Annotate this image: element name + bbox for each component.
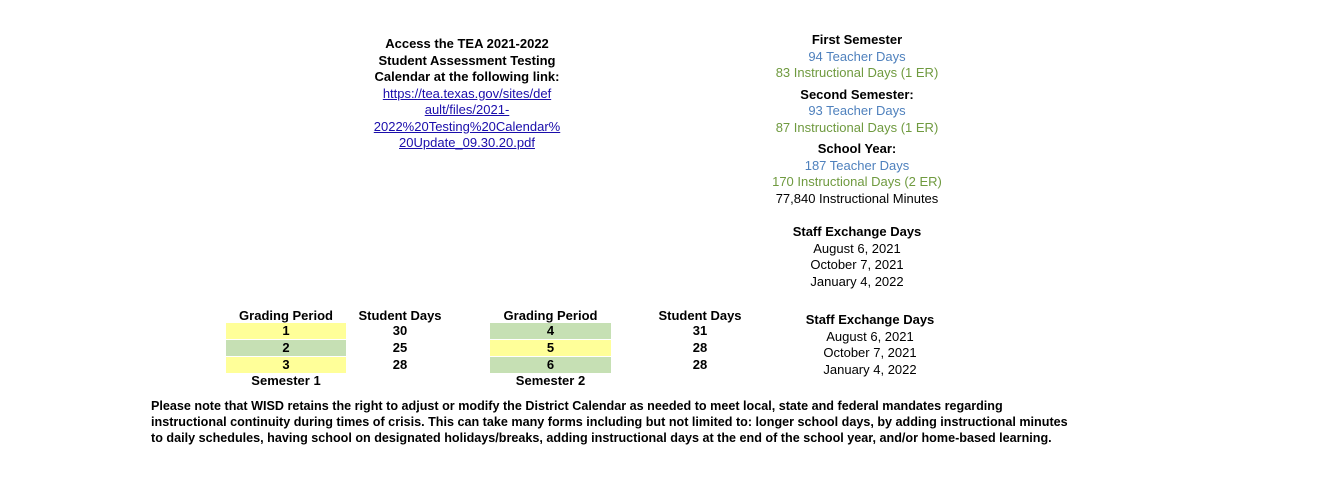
tea-text-line3: Calendar at the following link: bbox=[374, 69, 560, 84]
tea-calendar-block bbox=[362, 36, 572, 152]
student-days-cell: 30 bbox=[392, 323, 408, 338]
note-line: Please note that WISD retains the right to adjust or modify the District Calendar as needed to meet local, state and federal mandates regarding bbox=[151, 399, 1003, 413]
first-teacher-days: 94 Teacher Days bbox=[808, 48, 906, 64]
staff-exchange-date: August 6, 2021 bbox=[813, 240, 901, 256]
tea-link-line: 2022%20Testing%20Calendar% bbox=[373, 118, 561, 134]
tea-text-line1: Access the TEA 2021-2022 bbox=[385, 36, 549, 51]
district-calendar-note bbox=[151, 398, 1191, 446]
grading-period-cell: 4 bbox=[490, 323, 611, 339]
year-instructional-minutes: 77,840 Instructional Minutes bbox=[775, 190, 939, 206]
staff-exchange-date: January 4, 2022 bbox=[810, 273, 904, 289]
semester-1-label: Semester 1 bbox=[251, 373, 321, 388]
student-days-header: Student Days bbox=[358, 308, 442, 323]
student-days-cell: 28 bbox=[392, 357, 408, 372]
second-teacher-days: 93 Teacher Days bbox=[808, 103, 906, 118]
staff-exchange-days-block bbox=[748, 224, 966, 290]
second-instructional-days: 87 Instructional Days (1 ER) bbox=[775, 119, 939, 135]
grading-period-cell: 6 bbox=[490, 357, 611, 373]
grading-period-header: Grading Period bbox=[239, 308, 333, 323]
first-semester-title: First Semester bbox=[811, 32, 903, 47]
staff-exchange-title: Staff Exchange Days bbox=[805, 312, 935, 327]
grading-period-header: Grading Period bbox=[503, 308, 598, 323]
year-instructional-days: 170 Instructional Days (2 ER) bbox=[772, 174, 942, 189]
staff-exchange-title: Staff Exchange Days bbox=[792, 224, 922, 239]
student-days-cell: 31 bbox=[692, 323, 708, 338]
staff-exchange-date: January 4, 2022 bbox=[823, 361, 917, 377]
grading-period-cell: 2 bbox=[226, 340, 346, 356]
staff-exchange-date: October 7, 2021 bbox=[823, 345, 917, 360]
tea-link-line: ault/files/2021- bbox=[424, 102, 510, 117]
student-days-cell: 25 bbox=[392, 340, 408, 355]
note-line: to daily schedules, having school on designated holidays/breaks, adding instructional days at the end of the school year, and/or home-based learning. bbox=[151, 431, 1052, 445]
student-days-cell: 28 bbox=[692, 340, 708, 355]
staff-exchange-days-block-2 bbox=[760, 312, 980, 378]
staff-exchange-date: October 7, 2021 bbox=[810, 257, 904, 272]
grading-period-cell: 5 bbox=[490, 340, 611, 356]
semester-2-label: Semester 2 bbox=[515, 373, 586, 388]
student-days-cell: 28 bbox=[692, 357, 708, 372]
tea-text-line2: Student Assessment Testing bbox=[378, 52, 556, 68]
note-line: instructional continuity during times of crisis. This can take many forms including but not limited to: longer school days, by adding instructional minutes bbox=[151, 415, 1068, 429]
semester-summary bbox=[748, 32, 966, 207]
tea-link-line: 20Update_09.30.20.pdf bbox=[399, 135, 535, 150]
student-days-header: Student Days bbox=[658, 308, 742, 323]
school-year-title: School Year: bbox=[817, 141, 897, 156]
year-teacher-days: 187 Teacher Days bbox=[804, 157, 910, 173]
tea-calendar-link[interactable] bbox=[362, 86, 572, 152]
grading-period-cell: 3 bbox=[226, 357, 346, 373]
grading-period-cell: 1 bbox=[226, 323, 346, 339]
staff-exchange-date: August 6, 2021 bbox=[826, 328, 914, 344]
second-semester-title: Second Semester: bbox=[800, 86, 914, 102]
tea-link-line: https://tea.texas.gov/sites/def bbox=[382, 85, 552, 101]
first-instructional-days: 83 Instructional Days (1 ER) bbox=[775, 65, 939, 80]
